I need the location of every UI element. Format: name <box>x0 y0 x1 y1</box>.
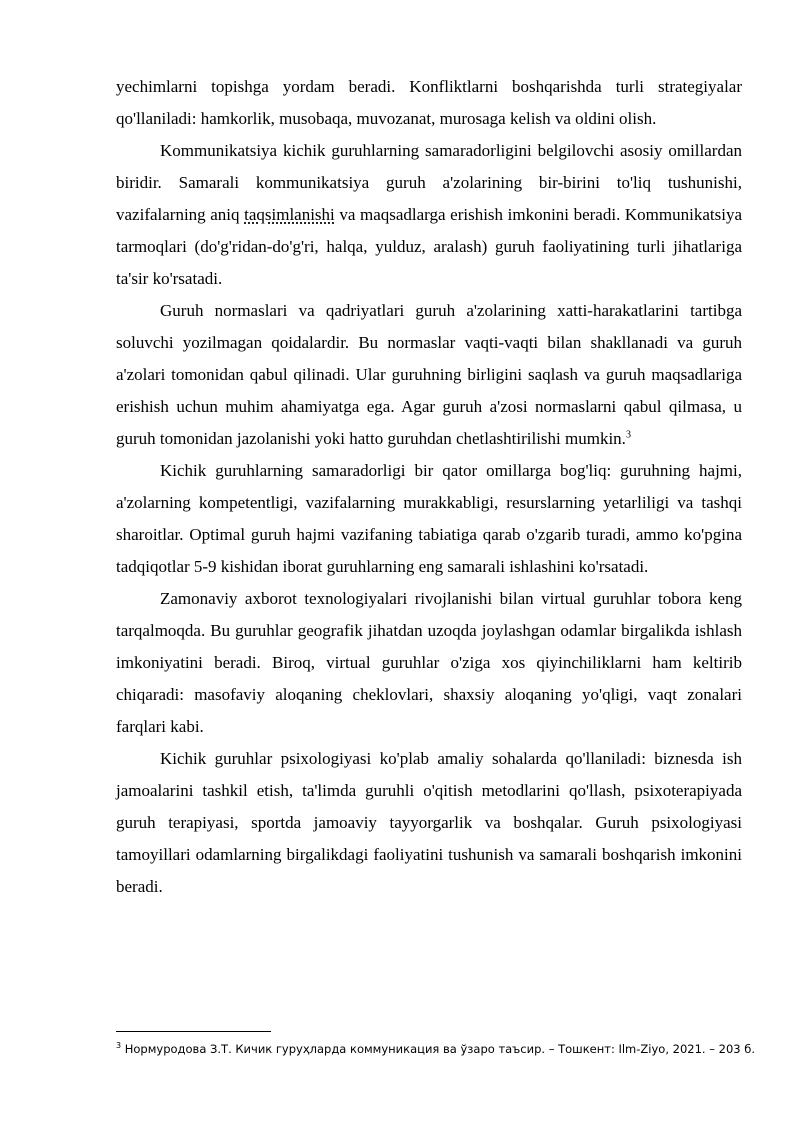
footnote-reference[interactable]: 3 <box>625 429 631 441</box>
body-text <box>116 71 742 903</box>
paragraph-2: Kommunikatsiya kichik guruhlarning samaradorligini belgilovchi asosiy omillardan biridir. Samarali kommunikatsiya guruh a'zolarining bir-birini to'liq tushunishi, vazifalarning aniq taqsimlanishi va maqsadlarga erishish imkonini beradi. Kommunikatsiya tarmoqlari (do'g'ridan-do'g'ri, halqa, yulduz, aralash) guruh faoliyatining turli jihatlariga ta'sir ko'rsatadi. <box>116 141 742 288</box>
paragraph-6: Kichik guruhlar psixologiyasi ko'plab amaliy sohalarda qo'llaniladi: biznesda ish jamoalarini tashkil etish, ta'limda guruhli o'qitish metodlarini qo'llash, psixoterapiyada guruh terapiyasi, sportda jamoaviy tayyorgarlik va boshqalar. Guruh psixologiyasi tamoyillari odamlarning birgalikdagi faoliyatini tushunish va samarali boshqarish imkonini beradi. <box>116 749 742 896</box>
paragraph-1: yechimlarni topishga yordam beradi. Konfliktlarni boshqarishda turli strategiyalar qo'llaniladi: hamkorlik, musobaqa, muvozanat, murosaga kelish va oldini olish. <box>116 77 742 128</box>
footnote-text: Нормуродова З.Т. Кичик гуруҳларда коммуникация ва ўзаро таъсир. – Тошкент: Ilm-Ziyo, 2021. – 203 б. <box>121 1042 755 1056</box>
underlined-word: taqsimlanishi <box>244 205 335 224</box>
paragraph-4: Kichik guruhlarning samaradorligi bir qator omillarga bog'liq: guruhning hajmi, a'zolarning kompetentligi, vazifalarning murakkabligi, resurslarning yetarliligi va tashqi sharoitlar. Optimal guruh hajmi vazifaning tabiatiga qarab o'zgarib turadi, ammo ko'pgina tadqiqotlar 5-9 kishidan iborat guruhlarning eng samarali ishlashini ko'rsatadi. <box>116 461 742 576</box>
footnote-number: 3 <box>116 1041 122 1051</box>
footnote <box>116 1041 756 1057</box>
paragraph-5: Zamonaviy axborot texnologiyalari rivojlanishi bilan virtual guruhlar tobora keng tarqalmoqda. Bu guruhlar geografik jihatdan uzoqda joylashgan odamlar birgalikda ishlash imkoniyatini beradi. Biroq, virtual guruhlar o'ziga xos qiyinchiliklarni ham keltirib chiqaradi: masofaviy aloqaning cheklovlari, shaxsiy aloqaning yo'qligi, vaqt zonalari farqlari kabi. <box>116 589 742 736</box>
paragraph-3: Guruh normaslari va qadriyatlari guruh a'zolarining xatti-harakatlarini tartibga soluvchi yozilmagan qoidalardir. Bu normaslar vaqti-vaqti bilan shakllanadi va guruh a'zolari tomonidan qabul qilinadi. Ular guruhning birligini saqlash va guruh maqsadlariga erishish uchun muhim ahamiyatga ega. Agar guruh a'zosi normaslarni qabul qilmasa, u guruh tomonidan jazolanishi yoki hatto guruhdan chetlashtirilishi mumkin.$^3$ <box>116 301 742 448</box>
footnote-separator <box>116 1031 271 1032</box>
